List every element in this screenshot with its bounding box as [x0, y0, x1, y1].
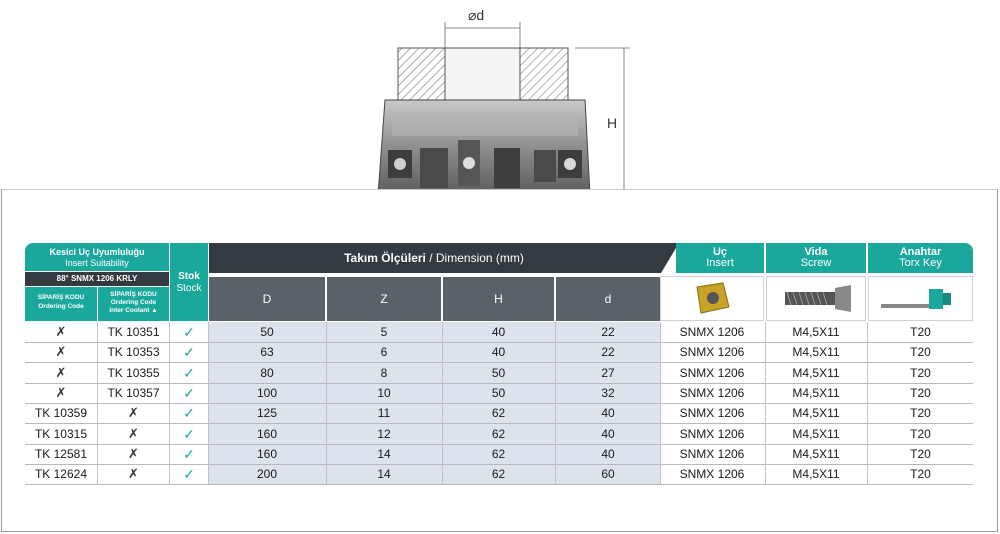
cell-screw: M4,5X11	[792, 325, 840, 339]
cell-key: T20	[910, 345, 931, 360]
column-divider	[208, 322, 209, 484]
insert-model-text: 88° SNMX 1206 KRLY	[56, 274, 138, 283]
insert-en: Insert	[706, 257, 734, 269]
col-D-label: D	[262, 292, 272, 306]
cell-Z: 14	[377, 446, 391, 461]
key-tr: Anahtar	[899, 246, 942, 258]
cell-key: T20	[910, 426, 931, 441]
column-divider	[326, 322, 327, 484]
cell-screw: M4,5X11	[792, 446, 840, 461]
cell-Z: 6	[380, 345, 388, 360]
cell-D: 125	[256, 406, 278, 421]
column-divider	[765, 322, 766, 484]
stock-tr: Stok	[178, 271, 200, 282]
cell-code2: TK 10355	[107, 365, 160, 380]
cell-code1: TK 12624	[34, 467, 88, 482]
col-d	[556, 277, 660, 321]
cell-Z: 14	[377, 467, 391, 482]
cell-insert: SNMX 1206	[679, 345, 745, 360]
order-code-en: Ordering Code	[38, 303, 84, 310]
cell-code2: ✗	[128, 466, 139, 482]
insert-title: Kesici Uç Uyumluluğu	[49, 247, 145, 257]
cell-code1: TK 10315	[34, 426, 88, 441]
col-H	[443, 277, 554, 321]
insert-subtitle: Insert Suitability	[65, 258, 129, 268]
row-divider	[25, 484, 973, 485]
cell-stock: ✓	[183, 364, 195, 381]
col-Z	[327, 277, 441, 321]
screw-en: Screw	[800, 257, 832, 269]
cell-key: T20	[910, 325, 931, 339]
cell-Z: 8	[380, 365, 388, 380]
screw-header	[766, 243, 866, 273]
col-D	[209, 277, 325, 321]
cell-key: T20	[910, 385, 931, 400]
column-divider	[169, 322, 170, 484]
cell-stock: ✓	[183, 425, 195, 442]
dimension-header	[209, 243, 659, 273]
insert-model	[25, 272, 169, 286]
cell-D: 160	[256, 446, 278, 461]
key-en: Torx Key	[899, 257, 942, 269]
cell-code2: TK 10351	[107, 325, 160, 339]
order-code-coolant-header	[98, 287, 169, 321]
cell-H: 50	[491, 365, 506, 380]
cell-D: 100	[256, 385, 278, 400]
cell-stock: ✓	[183, 445, 195, 462]
cell-d: 60	[601, 467, 615, 482]
cell-Z: 5	[380, 325, 388, 339]
dimension-en: / Dimension (mm)	[425, 251, 524, 265]
column-divider	[867, 322, 868, 484]
insert-image-box	[660, 276, 764, 321]
cell-D: 160	[256, 426, 278, 441]
screw-tr: Vida	[804, 246, 828, 258]
cell-screw: M4,5X11	[792, 385, 840, 400]
cell-stock: ✓	[183, 405, 195, 422]
cell-code2: ✗	[128, 425, 139, 441]
cell-code1: ✗	[55, 364, 67, 380]
cell-screw: M4,5X11	[792, 365, 840, 380]
cell-H: 50	[491, 385, 506, 400]
stock-header	[170, 243, 208, 321]
cell-code1: ✗	[55, 324, 67, 339]
cell-screw: M4,5X11	[792, 467, 840, 482]
cell-d: 27	[601, 365, 615, 380]
cell-D: 80	[260, 365, 274, 380]
cell-insert: SNMX 1206	[679, 385, 745, 400]
order-code2-en1: Ordering Code	[110, 299, 157, 306]
cell-H: 40	[491, 325, 506, 339]
cell-H: 62	[491, 426, 506, 441]
cell-d: 40	[601, 426, 615, 441]
cell-code1: TK 12581	[34, 446, 88, 461]
cell-d: 40	[601, 446, 615, 461]
cell-key: T20	[910, 467, 931, 482]
cell-H: 62	[491, 446, 506, 461]
cell-code1: ✗	[55, 384, 67, 400]
order-code2-tr: SİPARİŞ KODU	[110, 291, 157, 298]
cell-key: T20	[910, 365, 931, 380]
cell-screw: M4,5X11	[792, 345, 840, 360]
cell-stock: ✓	[183, 344, 195, 361]
cell-insert: SNMX 1206	[679, 426, 745, 441]
cell-Z: 12	[377, 426, 391, 441]
column-divider	[442, 322, 443, 484]
cell-Z: 10	[377, 385, 391, 400]
insert-tr: Uç	[712, 246, 728, 258]
cell-code2: ✗	[128, 405, 139, 421]
cell-insert: SNMX 1206	[679, 446, 745, 461]
cell-key: T20	[910, 446, 931, 461]
cell-code1: TK 10359	[34, 406, 88, 421]
order-code-tr: SİPARİŞ KODU	[37, 294, 85, 301]
cell-d: 22	[601, 345, 615, 360]
cell-stock: ✓	[183, 324, 195, 340]
cell-code1: ✗	[55, 344, 67, 360]
stock-en: Stock	[176, 283, 202, 294]
cell-insert: SNMX 1206	[679, 467, 745, 482]
cell-code2: TK 10353	[107, 345, 160, 360]
cell-H: 40	[491, 345, 506, 360]
cell-key: T20	[910, 406, 931, 421]
cell-stock: ✓	[183, 384, 195, 401]
col-d-label: d	[604, 292, 612, 306]
cell-screw: M4,5X11	[792, 406, 840, 421]
insert-suitability-header	[25, 243, 169, 271]
column-divider	[555, 322, 556, 484]
cell-Z: 11	[377, 406, 391, 421]
cell-d: 32	[601, 385, 615, 400]
order-code-header	[25, 287, 97, 321]
cell-code2: ✗	[128, 445, 139, 461]
cell-D: 63	[260, 345, 274, 360]
cell-D: 50	[260, 325, 274, 339]
torx-key-icon	[869, 277, 972, 320]
cell-insert: SNMX 1206	[679, 406, 745, 421]
screw-image-box	[766, 276, 866, 321]
insert-header	[676, 243, 764, 273]
cell-insert: SNMX 1206	[679, 365, 745, 380]
insert-icon	[661, 277, 763, 320]
col-H-label: H	[494, 292, 503, 306]
key-header	[868, 243, 973, 273]
cell-D: 200	[256, 467, 278, 482]
dim-H-label: H	[607, 115, 618, 131]
column-divider	[660, 322, 661, 484]
cell-d: 22	[601, 325, 615, 339]
cell-code2: TK 10357	[107, 385, 160, 400]
cell-stock: ✓	[183, 466, 195, 483]
cell-H: 62	[491, 406, 506, 421]
dimension-tr: Takım Ölçüleri	[344, 251, 426, 265]
cell-insert: SNMX 1206	[679, 325, 745, 339]
key-image-box	[868, 276, 973, 321]
dim-d-label: ⌀d	[468, 7, 485, 23]
screw-icon	[767, 277, 865, 320]
cell-screw: M4,5X11	[792, 426, 840, 441]
cell-d: 40	[601, 406, 615, 421]
cell-H: 62	[491, 467, 506, 482]
col-Z-label: Z	[380, 292, 388, 306]
order-code2-en2: Inter Coolant ▲	[109, 307, 158, 314]
column-divider	[97, 322, 98, 484]
